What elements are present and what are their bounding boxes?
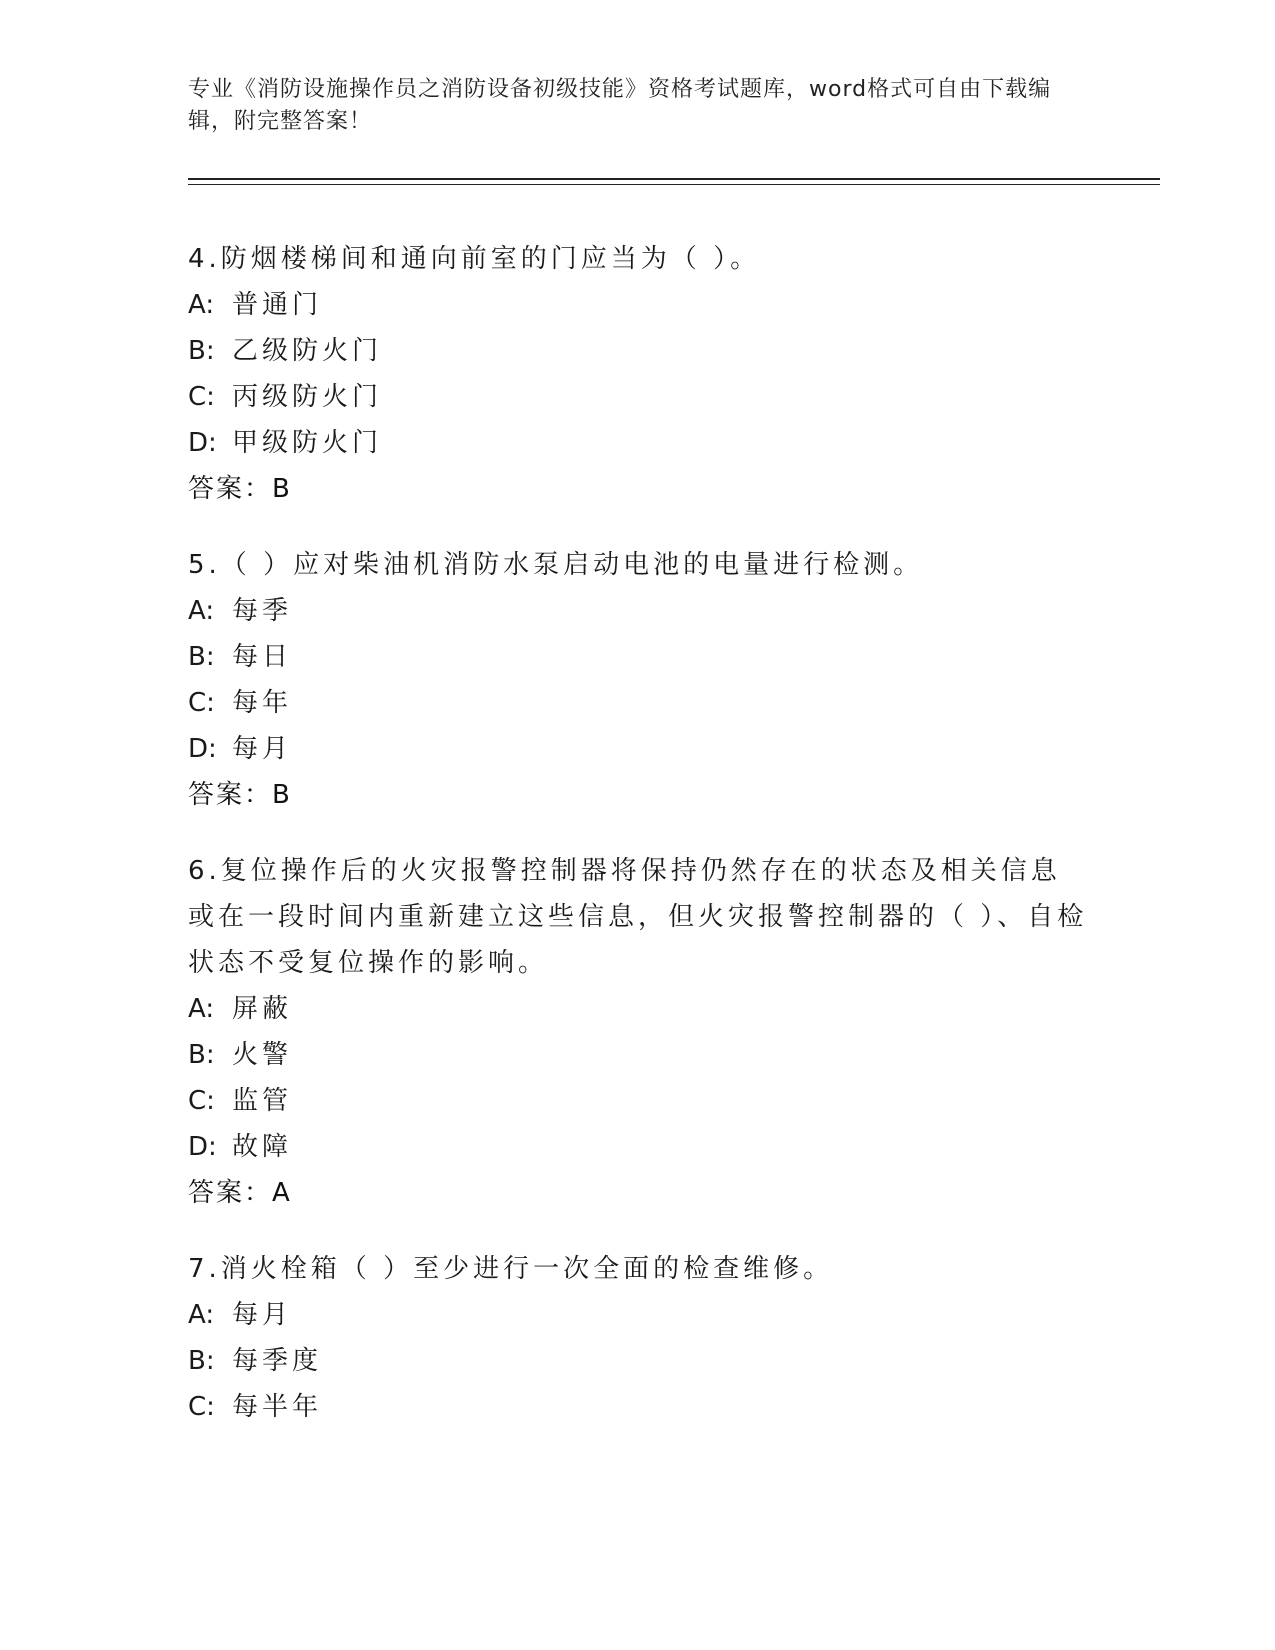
option-b: [188, 328, 1088, 374]
option-key: C:: [188, 688, 215, 718]
option-key: B:: [188, 336, 215, 366]
question-4: [188, 236, 1088, 512]
header-rule-thin: [188, 184, 1160, 185]
option-key: B:: [188, 1040, 215, 1070]
option-key: D:: [188, 1132, 217, 1162]
option-text: 每月: [232, 1300, 293, 1330]
option-text: 每月: [232, 734, 293, 764]
option-key: D:: [188, 428, 217, 458]
header-rule-thick: [188, 178, 1160, 180]
option-c: [188, 374, 1088, 420]
option-a: [188, 588, 1088, 634]
document-header: 专业《消防设施操作员之消防设备初级技能》资格考试题库，word格式可自由下载编辑，附完整答案！: [188, 77, 1052, 134]
answer: [188, 1170, 1088, 1216]
option-d: [188, 1124, 1088, 1170]
option-d: [188, 726, 1088, 772]
answer-value: B: [272, 474, 292, 504]
option-text: 普通门: [232, 290, 323, 320]
option-a: [188, 282, 1088, 328]
option-text: 火警: [232, 1040, 293, 1070]
option-key: D:: [188, 734, 217, 764]
option-key: C:: [188, 382, 215, 412]
option-a: [188, 986, 1088, 1032]
answer-label: 答案：: [188, 780, 273, 810]
question-list: [188, 236, 1088, 1460]
answer-label: 答案：: [188, 474, 273, 504]
option-key: A:: [188, 994, 215, 1024]
option-key: B:: [188, 1346, 215, 1376]
option-text: 故障: [232, 1132, 293, 1162]
option-text: 每季度: [232, 1346, 323, 1376]
option-text: 屏蔽: [232, 994, 293, 1024]
question-5: [188, 542, 1088, 818]
option-key: C:: [188, 1086, 215, 1116]
option-text: 每季: [232, 596, 293, 626]
option-text: 丙级防火门: [232, 382, 383, 412]
answer-label: 答案：: [188, 1178, 273, 1208]
option-key: B:: [188, 642, 215, 672]
option-d: [188, 420, 1088, 466]
question-stem: 5.（ ）应对柴油机消防水泵启动电池的电量进行检测。: [188, 550, 924, 580]
question-stem: 7.消火栓箱（ ）至少进行一次全面的检查维修。: [188, 1254, 834, 1284]
answer-value: B: [272, 780, 292, 810]
question-stem: 4.防烟楼梯间和通向前室的门应当为（ ）。: [188, 244, 761, 274]
option-c: [188, 1078, 1088, 1124]
option-key: A:: [188, 290, 215, 320]
answer: [188, 466, 1088, 512]
question-stem: 6.复位操作后的火灾报警控制器将保持仍然存在的状态及相关信息或在一段时间内重新建立这些信息，但火灾报警控制器的（ ）、自检状态不受复位操作的影响。: [188, 856, 1088, 978]
option-text: 每半年: [232, 1392, 323, 1422]
option-b: [188, 634, 1088, 680]
option-c: [188, 1384, 1088, 1430]
option-text: 乙级防火门: [232, 336, 383, 366]
question-6: [188, 848, 1088, 1216]
option-text: 监管: [232, 1086, 293, 1116]
option-b: [188, 1032, 1088, 1078]
answer: [188, 772, 1088, 818]
option-b: [188, 1338, 1088, 1384]
option-key: A:: [188, 596, 215, 626]
option-a: [188, 1292, 1088, 1338]
option-text: 甲级防火门: [232, 428, 383, 458]
question-7: [188, 1246, 1088, 1430]
answer-value: A: [272, 1178, 292, 1208]
option-text: 每日: [232, 642, 293, 672]
option-text: 每年: [232, 688, 293, 718]
option-c: [188, 680, 1088, 726]
option-key: A:: [188, 1300, 215, 1330]
option-key: C:: [188, 1392, 215, 1422]
